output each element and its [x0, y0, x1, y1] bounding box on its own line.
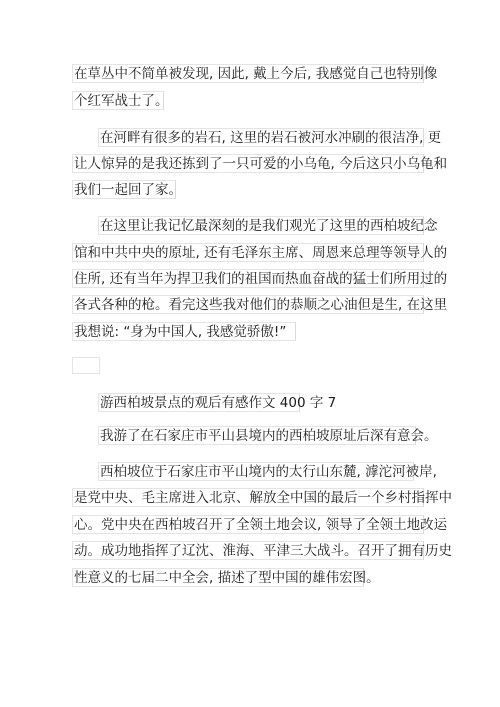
- text-line: 个红军战士了。: [74, 93, 169, 109]
- text-line: 在河畔有很多的岩石, 这里的岩石被河水冲刷的很洁净, 更: [100, 130, 442, 146]
- text-line: 我游了在石家庄市平山县境内的西柏坡原址后深有意会。: [100, 428, 438, 444]
- section-heading: 游西柏坡景点的观后有感作文 400 字 7: [100, 395, 337, 411]
- text-line: 我想说: “身为中国人, 我感觉骄傲!”: [72, 322, 296, 341]
- text-line: 我们一起回了家。: [74, 182, 182, 198]
- text-line: 让人惊异的是我还拣到了一只可爱的小乌龟, 今后这只小乌龟和: [74, 156, 448, 172]
- empty-line-box: [72, 357, 100, 374]
- text-line: 西柏坡位于石家庄市平山境内的太行山东麓, 滹沱河被岸,: [100, 464, 437, 480]
- text-line: 在草丛中不简单被发现, 因此, 戴上今后, 我感觉自己也特别像: [74, 66, 438, 82]
- text-line: 动。成功地指挥了辽沈、淮海、平津三大战斗。召开了拥有历史: [74, 543, 452, 559]
- text-line: 性意义的七届二中全会, 描述了型中国的雄伟宏图。: [74, 570, 380, 586]
- text-line: 住所, 还有当年为捍卫我们的祖国而热血奋战的猛士们所用过的: [74, 271, 448, 287]
- text-line: 心。党中央在西柏坡召开了全领土地会议, 领导了全领土地改运: [74, 517, 448, 533]
- text-line: 馆和中共中央的原址, 还有毛泽东主席、周恩来总理等领导人的: [74, 245, 448, 261]
- text-line: 在这里让我记忆最深刻的是我们观光了这里的西柏坡纪念: [100, 218, 438, 234]
- text-line: 是党中央、毛主席进入北京、解放全中国的最后一个乡村指挥中: [74, 490, 452, 506]
- text-line: 各式各种的枪。看完这些我对他们的恭顺之心油但是生, 在这里: [74, 297, 448, 313]
